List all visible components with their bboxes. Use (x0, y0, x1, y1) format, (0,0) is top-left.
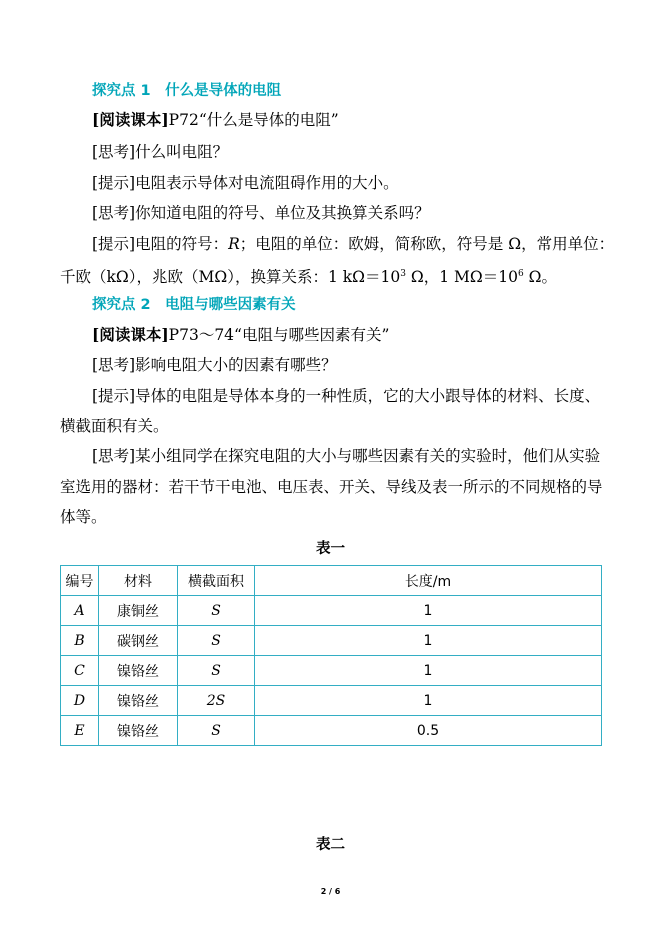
think-tag: [思考] (92, 143, 136, 161)
read-instruction-2 (92, 325, 389, 345)
think-tag: [思考] (92, 447, 136, 465)
cell-length: 1 (255, 686, 602, 716)
hint-2-line2 (60, 264, 557, 287)
cell-length: 0.5 (255, 716, 602, 746)
hint-tag: [提示] (92, 174, 136, 192)
section2-heading: 探究点 2 电阻与哪些因素有关 (92, 297, 296, 313)
cell-cross-section: S (178, 656, 255, 686)
cell-number: C (61, 656, 99, 686)
conversion-text: 千欧（kΩ），兆欧（MΩ），换算关系：1 kΩ＝10 (60, 268, 401, 287)
hint-text: ；电阻的单位：欧姆，简称欧，符号是 Ω，常用单位： (239, 235, 615, 253)
cell-material: 镍铬丝 (99, 656, 178, 686)
header-length: 长度/m (255, 566, 602, 596)
think-tag: [思考] (92, 356, 136, 374)
hint-1 (92, 173, 399, 193)
read-instruction-1 (92, 110, 339, 130)
section1-heading: 探究点 1 什么是导体的电阻 (92, 83, 282, 99)
cell-material: 碳钢丝 (99, 626, 178, 656)
read-text: P73～74“电阻与哪些因素有关” (168, 326, 390, 344)
exponent: 3 (400, 269, 406, 279)
header-material: 材料 (99, 566, 178, 596)
question-3 (92, 355, 337, 375)
header-cross-section: 横截面积 (178, 566, 255, 596)
hint-text: 电阻表示导体对电流阻碍作用的大小。 (135, 174, 399, 192)
read-tag: [阅读课本] (92, 325, 169, 344)
hint-tag: [提示] (92, 387, 136, 405)
question-4-line2: 室选用的器材：若干节干电池、电压表、开关、导线及表一所示的不同规格的导 (60, 478, 603, 496)
question-4-line3: 体等。 (60, 508, 107, 526)
question-text: 影响电阻大小的因素有哪些？ (135, 356, 337, 374)
table-row (61, 656, 602, 686)
table1 (60, 565, 602, 746)
cell-number: E (61, 716, 99, 746)
table1-caption: 表一 (316, 541, 345, 557)
cell-material: 镍铬丝 (99, 716, 178, 746)
conversion-text: Ω，1 MΩ＝10 (405, 268, 518, 287)
hint-text: 电阻的符号： (135, 235, 229, 253)
read-text: P72“什么是导体的电阻” (168, 111, 339, 129)
cell-material: 康铜丝 (99, 596, 178, 626)
cell-length: 1 (255, 656, 602, 686)
cell-number: B (61, 626, 99, 656)
table-row (61, 686, 602, 716)
hint-3-line1 (92, 386, 600, 406)
resistance-symbol: R (228, 235, 240, 253)
question-2 (92, 203, 430, 223)
cell-length: 1 (255, 596, 602, 626)
read-tag: [阅读课本] (92, 110, 169, 129)
question-1 (92, 142, 228, 162)
hint-tag: [提示] (92, 235, 136, 253)
table-row (61, 596, 602, 626)
cell-material: 镍铬丝 (99, 686, 178, 716)
cell-cross-section: 2S (178, 686, 255, 716)
table-row (61, 716, 602, 746)
header-number: 编号 (61, 566, 99, 596)
cell-cross-section: S (178, 596, 255, 626)
think-tag: [思考] (92, 204, 136, 222)
question-text: 某小组同学在探究电阻的大小与哪些因素有关的实验时，他们从实验 (135, 447, 601, 465)
cell-length: 1 (255, 626, 602, 656)
question-text: 什么叫电阻？ (135, 143, 229, 161)
table-header-row (61, 566, 602, 596)
question-4-line1 (92, 446, 600, 466)
page-number: 2 / 6 (320, 887, 341, 896)
exponent: 6 (517, 269, 524, 279)
cell-number: D (61, 686, 99, 716)
table2-caption: 表二 (316, 837, 345, 853)
conversion-text: Ω。 (523, 268, 557, 287)
cell-cross-section: S (178, 626, 255, 656)
table-row (61, 626, 602, 656)
question-text: 你知道电阻的符号、单位及其换算关系吗？ (135, 204, 430, 222)
cell-number: A (61, 596, 99, 626)
hint-3-line2: 横截面积有关。 (60, 417, 169, 435)
hint-2-line1 (92, 234, 614, 254)
hint-text: 导体的电阻是导体本身的一种性质，它的大小跟导体的材料、长度、 (135, 387, 601, 405)
cell-cross-section: S (178, 716, 255, 746)
